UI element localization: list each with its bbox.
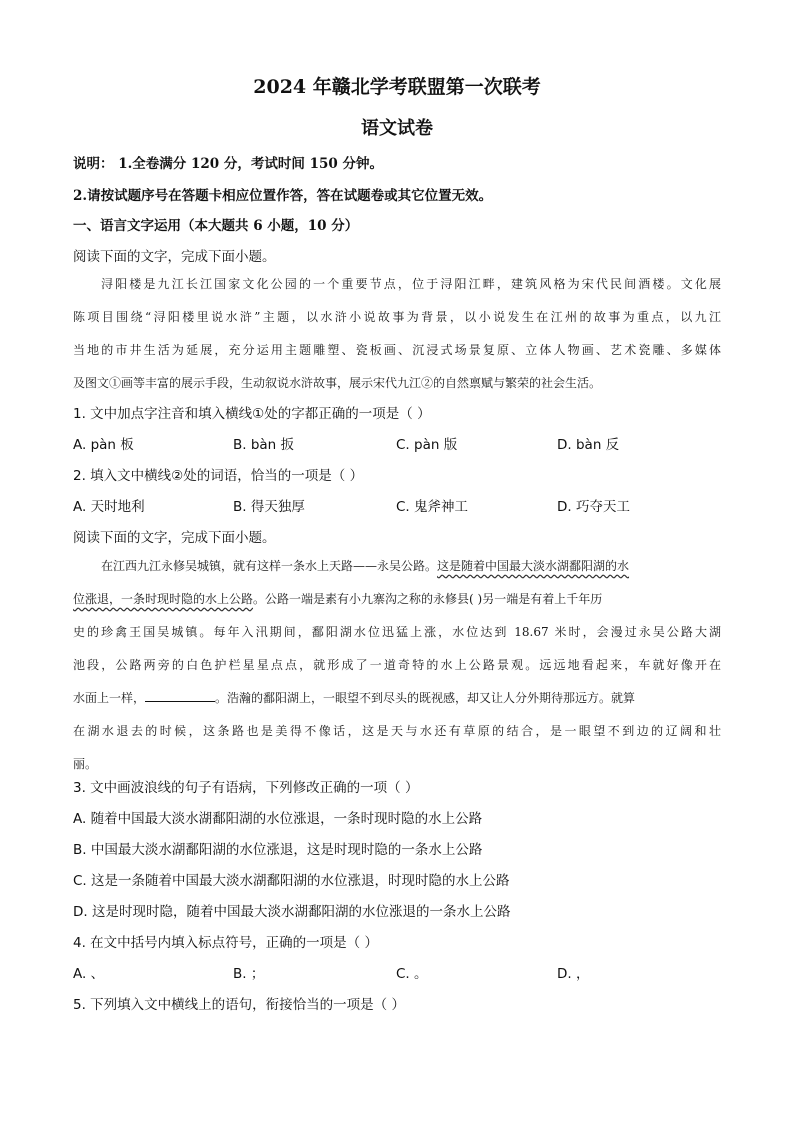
question-3-option-c: C. 这是一条随着中国最大淡水湖鄱阳湖的水位涨退，时现时隐的水上公路 [73, 873, 510, 889]
question-2-stem: 2. 填入文中横线②处的词语，恰当的一项是（ ） [73, 468, 364, 484]
passage-a-line: 浔阳楼是九江长江国家文化公园的一个重要节点，位于浔阳江畔，建筑风格为宋代民间酒楼。文化展 [101, 277, 721, 291]
passage-b-line [73, 583, 721, 616]
passage-b-line: 史的珍禽王国吴城镇。每年入汛期间，鄱阳湖水位迅猛上涨，水位达到 18.67 米时，会漫过永吴公路大湖 [73, 625, 721, 639]
passage-a [73, 268, 721, 400]
question-4-option-c: C. 。 [396, 966, 428, 982]
passage-b-text: 。公路一端是素有小九寨沟之称的永修县( )另一端是有着上千年历 [253, 592, 603, 606]
passage-b-line: 在湖水退去的时候，这条路也是美得不像话，这是天与水还有草原的结合，是一眼望不到边的辽阔和壮 [73, 724, 721, 738]
passage-b-line [73, 682, 721, 715]
question-4-option-b: B. ； [233, 966, 265, 982]
passage-a-line: 陈项目围绕“浔阳楼里说水浒”主题，以水浒小说故事为背景，以小说发生在江州的故事为重点，以九江 [73, 310, 721, 324]
instruction-line-2: 2.请按试题序号在答题卡相应位置作答，答在试题卷或其它位置无效。 [73, 188, 493, 204]
fill-in-blank [145, 689, 215, 702]
reading-intro-a: 阅读下面的文字，完成下面小题。 [73, 249, 276, 265]
question-4-stem: 4. 在文中括号内填入标点符号，正确的一项是（ ） [73, 935, 378, 951]
passage-b-text: 。浩瀚的鄱阳湖上，一眼望不到尽头的既视感，却又让人分外期待那远方。就算 [215, 691, 636, 705]
question-1-stem: 1. 文中加点字注音和填入横线①处的字都正确的一项是（ ） [73, 406, 431, 422]
passage-a-line: 当地的市井生活为延展，充分运用主题雕塑、瓷板画、沉浸式场景复原、立体人物画、艺术瓷雕、多媒体 [73, 343, 721, 357]
question-2-option-c: C. 鬼斧神工 [396, 499, 469, 515]
question-4-option-a: A. 、 [73, 966, 105, 982]
question-2-option-b: B. 得天独厚 [233, 499, 305, 515]
question-1-option-d: D. bàn 反 [557, 437, 620, 453]
instruction-line-1: 说明： 1.全卷满分 120 分，考试时间 150 分钟。 [73, 156, 383, 172]
passage-b-text: 在江西九江永修吴城镇，就有这样一条水上天路——永吴公路。 [101, 559, 438, 573]
question-3-stem: 3. 文中画波浪线的句子有语病，下列修改正确的一项（ ） [73, 780, 419, 796]
question-1-option-a: A. pàn 板 [73, 437, 134, 453]
reading-intro-b: 阅读下面的文字，完成下面小题。 [73, 530, 276, 546]
passage-a-line: 及图文①画等丰富的展示手段，生动叙说水浒故事，展示宋代九江②的自然禀赋与繁荣的社会生活。 [73, 376, 602, 390]
question-5-stem: 5. 下列填入文中横线上的语句，衔接恰当的一项是（ ） [73, 997, 405, 1013]
question-3-option-b: B. 中国最大淡水湖鄱阳湖的水位涨退，这是时现时隐的一条水上公路 [73, 842, 483, 858]
question-2-option-a: A. 天时地利 [73, 499, 145, 515]
passage-b-line: 池段，公路两旁的白色护栏星星点点，就形成了一道奇特的水上公路景观。远远地看起来，车就好像开在 [73, 658, 721, 672]
passage-b-line [73, 550, 721, 583]
question-2-option-d: D. 巧夺天工 [557, 499, 630, 515]
exam-title: 2024 年赣北学考联盟第一次联考 [253, 76, 541, 98]
question-1-option-c: C. pàn 版 [396, 437, 458, 453]
passage-b-line: 丽。 [73, 757, 98, 771]
question-1-option-b: B. bàn 扳 [233, 437, 295, 453]
exam-subtitle: 语文试卷 [361, 118, 433, 139]
passage-b [73, 550, 721, 781]
question-3-option-d: D. 这是时现时隐，随着中国最大淡水湖鄱阳湖的水位涨退的一条水上公路 [73, 904, 511, 920]
section-heading: 一、语言文字运用（本大题共 6 小题，10 分） [73, 218, 359, 234]
question-3-option-a: A. 随着中国最大淡水湖鄱阳湖的水位涨退，一条时现时隐的水上公路 [73, 811, 483, 827]
wavy-underlined-sentence: 这是随着中国最大淡水湖鄱阳湖的水 [437, 559, 630, 573]
passage-b-text: 水面上一样， [73, 691, 146, 705]
wavy-underlined-sentence: 位涨退，一条时现时隐的水上公路 [73, 592, 254, 606]
question-4-option-d: D. ， [557, 966, 590, 982]
